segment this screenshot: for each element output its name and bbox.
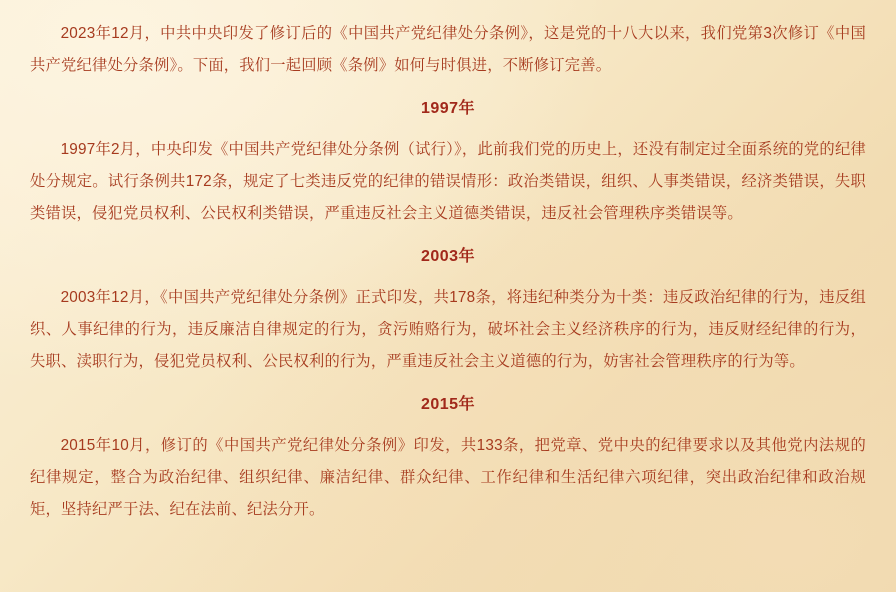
section-heading-2015: 2015年 [420, 396, 476, 413]
section-body-2003: 2003年12月，《中国共产党纪律处分条例》正式印发，共178条，将违纪种类分为十类：违反政治纪律的行为，违反组织、人事纪律的行为，违反廉洁自律规定的行为，贪污贿赂行为，破坏社会主义经济秩序的行为，违反财经纪律的行为，失职、渎职行为，侵犯党员权利、公民权利的行为，严重违反社会主义道德的行为，妨害社会管理秩序的行为等。 [30, 289, 866, 370]
section-heading-2003: 2003年 [420, 248, 476, 265]
section-2015 [30, 390, 866, 526]
section-body-1997: 1997年2月，中央印发《中国共产党纪律处分条例（试行）》，此前我们党的历史上，还没有制定过全面系统的党的纪律处分规定。试行条例共172条，规定了七类违反党的纪律的错误情形：政治类错误，组织、人事类错误，经济类错误，失职类错误，侵犯党员权利、公民权利类错误，严重违反社会主义道德类错误，违反社会管理秩序类错误等。 [30, 141, 866, 222]
section-heading-1997: 1997年 [420, 100, 476, 117]
section-body-2015: 2015年10月，修订的《中国共产党纪律处分条例》印发，共133条，把党章、党中央的纪律要求以及其他党内法规的纪律规定，整合为政治纪律、组织纪律、廉洁纪律、群众纪律、工作纪律和生活纪律六项纪律，突出政治纪律和政治规矩，坚持纪严于法、纪在法前、纪法分开。 [30, 437, 866, 518]
section-1997 [30, 94, 866, 230]
section-2003 [30, 242, 866, 378]
intro-paragraph: 2023年12月，中共中央印发了修订后的《中国共产党纪律处分条例》，这是党的十八大以来，我们党第3次修订《中国共产党纪律处分条例》。下面，我们一起回顾《条例》如何与时俱进，不断修订完善。 [30, 25, 866, 74]
